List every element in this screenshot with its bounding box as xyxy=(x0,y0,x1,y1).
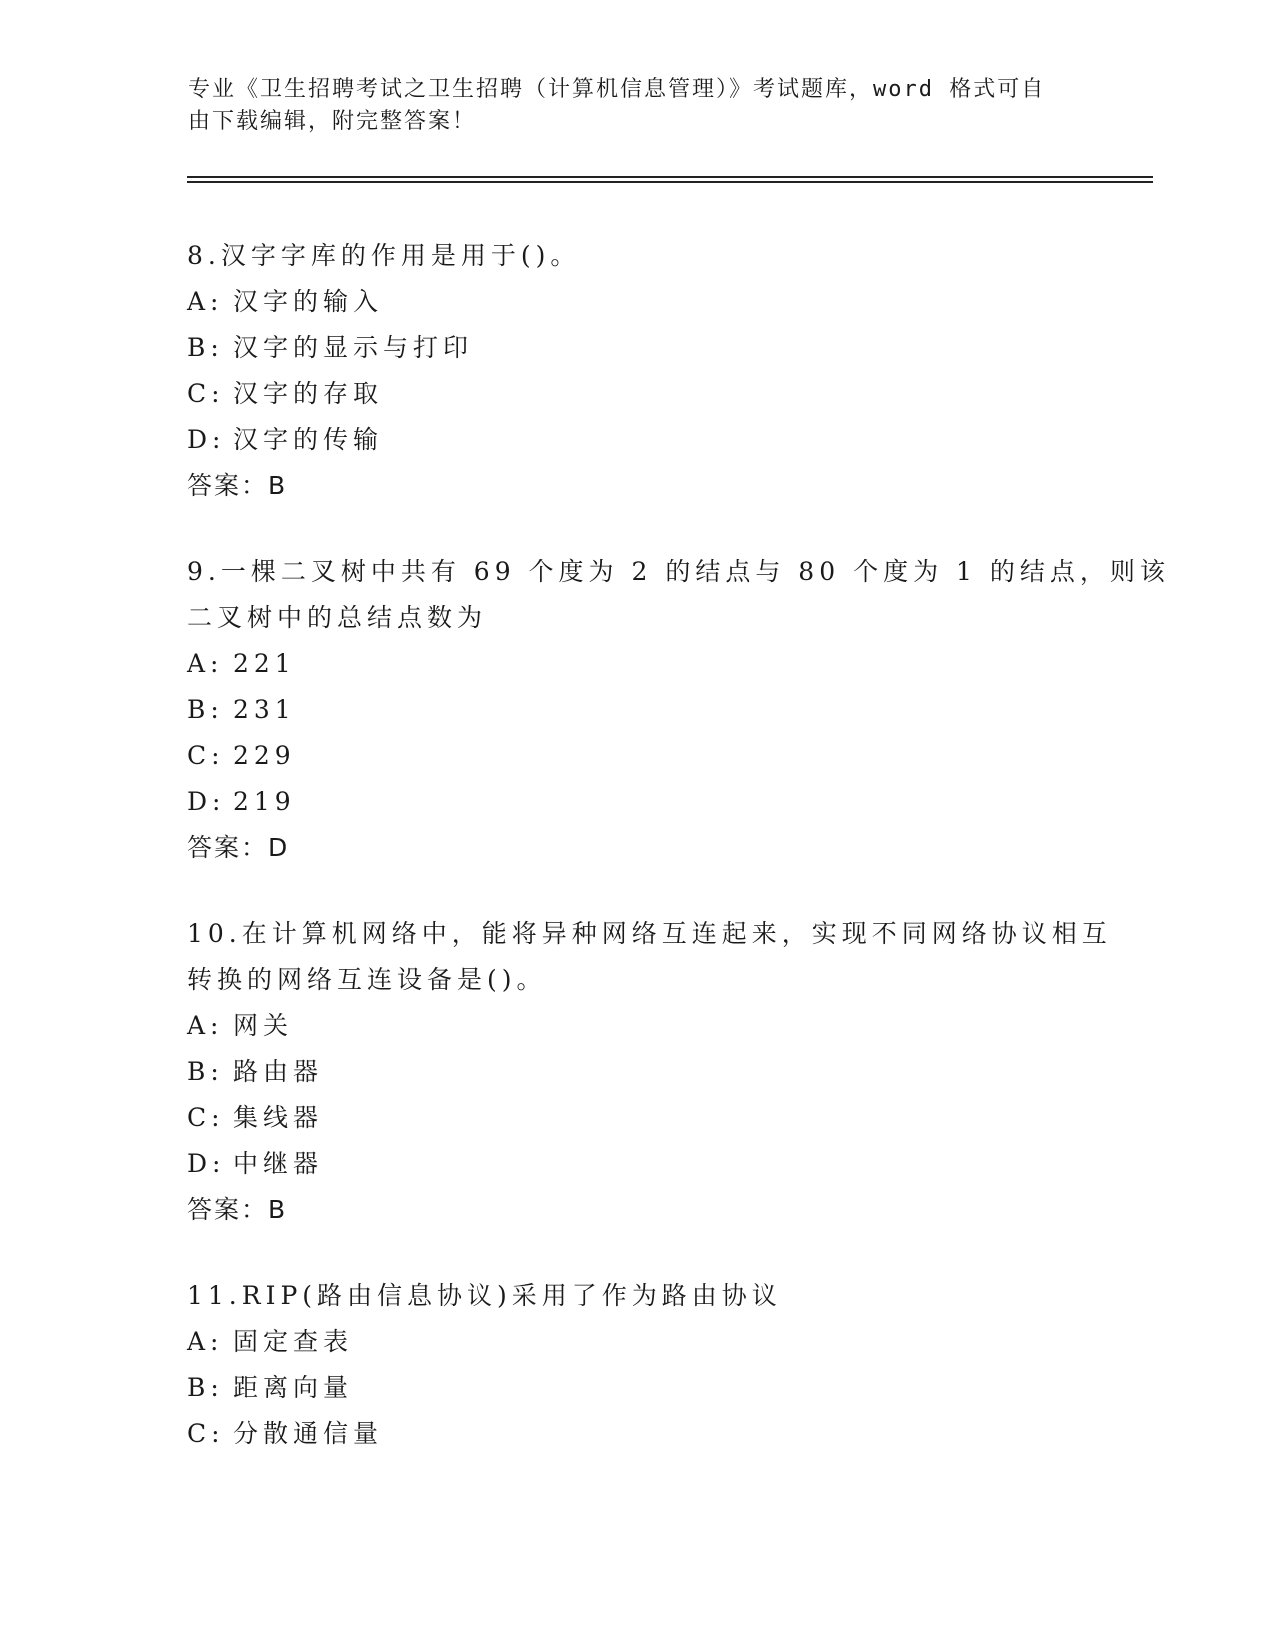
option-letter: B: xyxy=(187,695,224,724)
question-text xyxy=(187,911,1112,1003)
option-d xyxy=(187,1141,1087,1187)
option-d xyxy=(187,417,1087,463)
option-text: 汉字的输入 xyxy=(233,287,384,316)
option-text: 网关 xyxy=(233,1011,294,1040)
question-item xyxy=(187,911,1112,1233)
option-text: 中继器 xyxy=(233,1149,324,1178)
option-text: 219 xyxy=(233,787,296,816)
question-line: 转换的网络互连设备是()。 xyxy=(187,965,547,994)
option-text: 汉字的传输 xyxy=(233,425,384,454)
option-a xyxy=(187,1003,1087,1049)
option-text: 距离向量 xyxy=(233,1373,354,1402)
option-letter: C: xyxy=(187,1419,225,1448)
option-a xyxy=(187,1319,1087,1365)
option-d xyxy=(187,779,1087,825)
option-c xyxy=(187,1411,1087,1457)
question-line: 10.在计算机网络中，能将异种网络互连起来，实现不同网络协议相互 xyxy=(187,919,1112,948)
option-letter: C: xyxy=(187,741,225,770)
option-letter: C: xyxy=(187,379,225,408)
option-text: 221 xyxy=(233,649,296,678)
option-text: 汉字的显示与打印 xyxy=(233,333,474,362)
option-c xyxy=(187,1095,1087,1141)
question-item xyxy=(187,1273,1087,1457)
question-line: 8.汉字字库的作用是用于()。 xyxy=(187,241,581,270)
option-letter: A: xyxy=(187,1327,224,1356)
option-text: 固定查表 xyxy=(233,1327,354,1356)
option-b xyxy=(187,1365,1087,1411)
answer-text: 答案：B xyxy=(187,1195,288,1224)
option-letter: B: xyxy=(187,333,224,362)
option-letter: A: xyxy=(187,1011,224,1040)
question-list xyxy=(187,233,1170,1497)
option-letter: A: xyxy=(187,649,224,678)
option-b xyxy=(187,1049,1087,1095)
answer-text: 答案：D xyxy=(187,833,290,862)
header-line-1: 专业《卫生招聘考试之卫生招聘（计算机信息管理）》考试题库，word 格式可自 xyxy=(188,77,1046,102)
question-text xyxy=(187,1273,1087,1319)
option-text: 路由器 xyxy=(233,1057,324,1086)
answer-text: 答案：B xyxy=(187,471,288,500)
option-letter: B: xyxy=(187,1057,224,1086)
question-text xyxy=(187,233,1087,279)
option-c xyxy=(187,733,1087,779)
option-text: 分散通信量 xyxy=(233,1419,384,1448)
option-letter: B: xyxy=(187,1373,224,1402)
header-divider-top xyxy=(187,176,1153,178)
option-letter: D: xyxy=(187,425,226,454)
question-item xyxy=(187,549,1170,871)
option-a xyxy=(187,641,1087,687)
option-letter: C: xyxy=(187,1103,225,1132)
option-b xyxy=(187,325,1087,371)
question-item xyxy=(187,233,1087,509)
option-b xyxy=(187,687,1087,733)
question-line: 二叉树中的总结点数为 xyxy=(187,603,488,632)
header-divider-bottom xyxy=(187,181,1153,183)
question-text xyxy=(187,549,1170,641)
question-line: 11.RIP(路由信息协议)采用了作为路由协议 xyxy=(187,1281,782,1310)
document-header xyxy=(188,74,1068,138)
option-a xyxy=(187,279,1087,325)
option-text: 229 xyxy=(233,741,296,770)
option-letter: A: xyxy=(187,287,224,316)
option-c xyxy=(187,371,1087,417)
option-text: 集线器 xyxy=(233,1103,324,1132)
option-letter: D: xyxy=(187,787,226,816)
option-letter: D: xyxy=(187,1149,226,1178)
header-line-2: 由下载编辑，附完整答案！ xyxy=(188,109,477,134)
option-text: 汉字的存取 xyxy=(233,379,384,408)
question-line: 9.一棵二叉树中共有 69 个度为 2 的结点与 80 个度为 1 的结点，则该 xyxy=(187,557,1170,586)
option-text: 231 xyxy=(233,695,296,724)
